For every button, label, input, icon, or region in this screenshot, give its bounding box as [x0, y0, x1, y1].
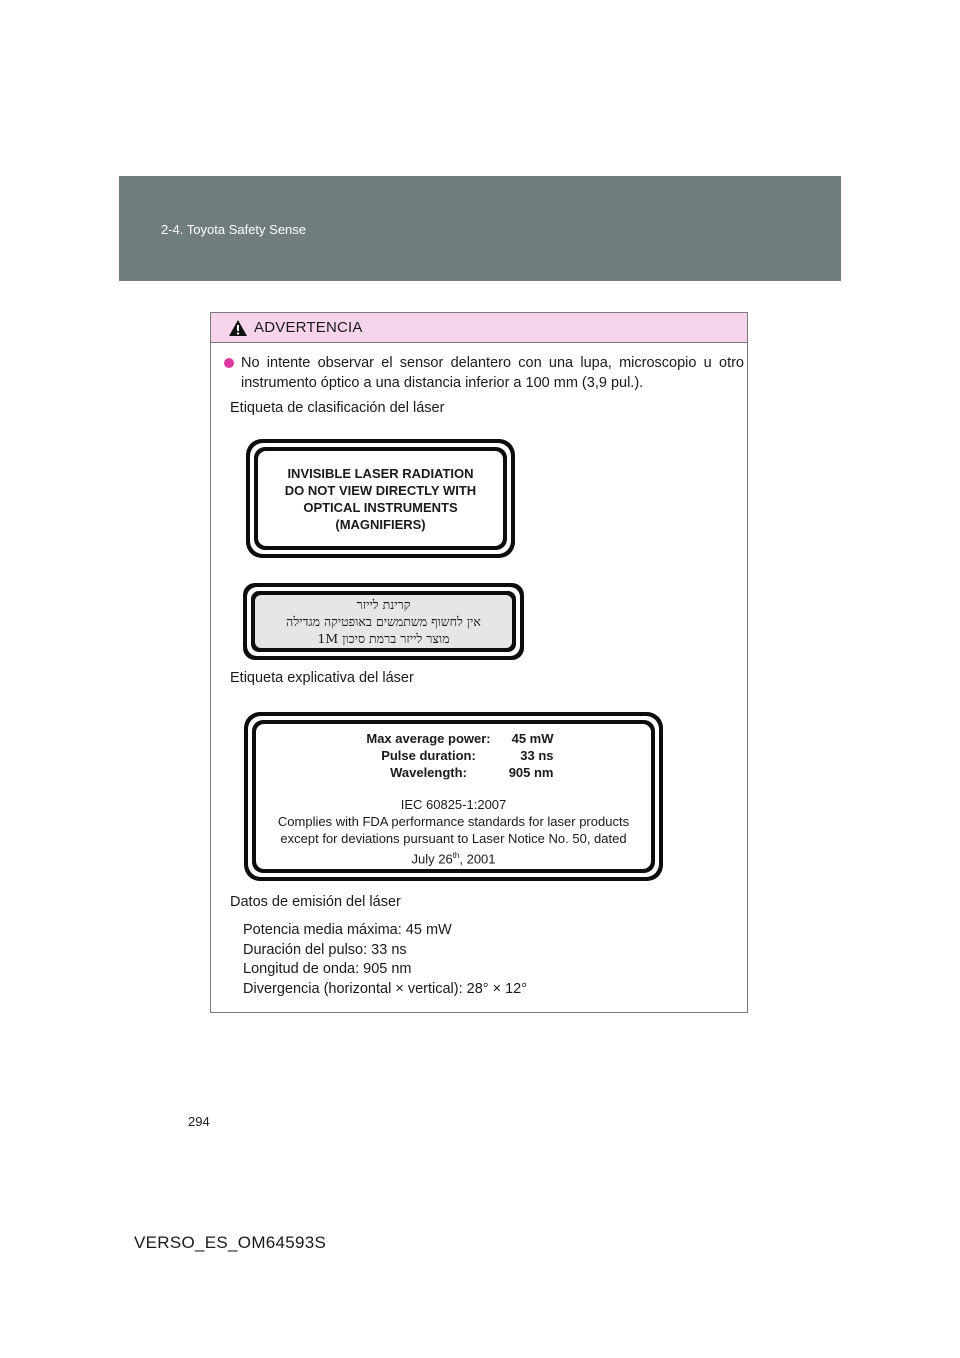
emission-item: Duración del pulso: 33 ns [243, 941, 407, 958]
laser-explanatory-label [244, 712, 663, 881]
warning-title: ADVERTENCIA [254, 319, 363, 336]
laser-classification-label-hebrew [243, 583, 524, 660]
iec-standard: IEC 60825-1:2007 [400, 797, 507, 812]
label1-line: (MAGNIFIERS) [335, 516, 426, 532]
document-code: VERSO_ES_OM64593S [134, 1233, 327, 1252]
spec-key: Pulse duration: [381, 748, 476, 763]
spec-row [354, 747, 554, 764]
spec-row [354, 730, 554, 747]
spec-value: 905 nm [508, 765, 554, 780]
spec-value: 33 ns [520, 748, 554, 763]
label2-line: אין לחשוף משתמשים באופטיקה מגדילה [286, 614, 481, 629]
warning-bullet [224, 353, 744, 393]
spec-key: Max average power: [366, 731, 491, 746]
emission-item: Divergencia (horizontal × vertical): 28° × 12° [243, 980, 528, 997]
label1-line: INVISIBLE LASER RADIATION [287, 465, 474, 481]
classification-label-caption: Etiqueta de clasificación del láser [230, 400, 445, 416]
warning-bullet-text: No intente observar el sensor delantero con una lupa, microscopio u otro instrumento óptico a una distancia inferior a 100 mm (3,9 pul.). [241, 355, 744, 391]
laser-classification-label-english [246, 439, 515, 558]
section-title: 2-4. Toyota Safety Sense [161, 222, 307, 237]
emission-item: Longitud de onda: 905 nm [243, 961, 412, 977]
page-number: 294 [188, 1114, 210, 1129]
emission-data-caption: Datos de emisión del láser [230, 894, 401, 910]
label1-line: OPTICAL INSTRUMENTS [303, 499, 458, 515]
section-header-band [119, 176, 841, 281]
warning-triangle-icon [228, 319, 248, 337]
emission-item: Potencia media máxima: 45 mW [243, 922, 452, 938]
compliance-line: Complies with FDA performance standards for laser products [277, 814, 630, 829]
label1-line: DO NOT VIEW DIRECTLY WITH [284, 482, 477, 498]
warning-header [211, 313, 747, 343]
label2-line: קרינת לייזר [356, 597, 411, 612]
compliance-date: July 26th, 2001 [411, 851, 496, 867]
spec-row [354, 764, 554, 781]
explanatory-label-caption: Etiqueta explicativa del láser [230, 670, 414, 686]
compliance-line: except for deviations pursuant to Laser Notice No. 50, dated [280, 831, 627, 846]
bullet-dot-icon [224, 358, 234, 368]
label2-line: מוצר לייזר ברמת סיכון 1M [317, 631, 450, 646]
warning-box [210, 312, 748, 1013]
spec-key: Wavelength: [390, 765, 467, 780]
emission-data-list [243, 921, 527, 999]
spec-value: 45 mW [511, 731, 554, 746]
